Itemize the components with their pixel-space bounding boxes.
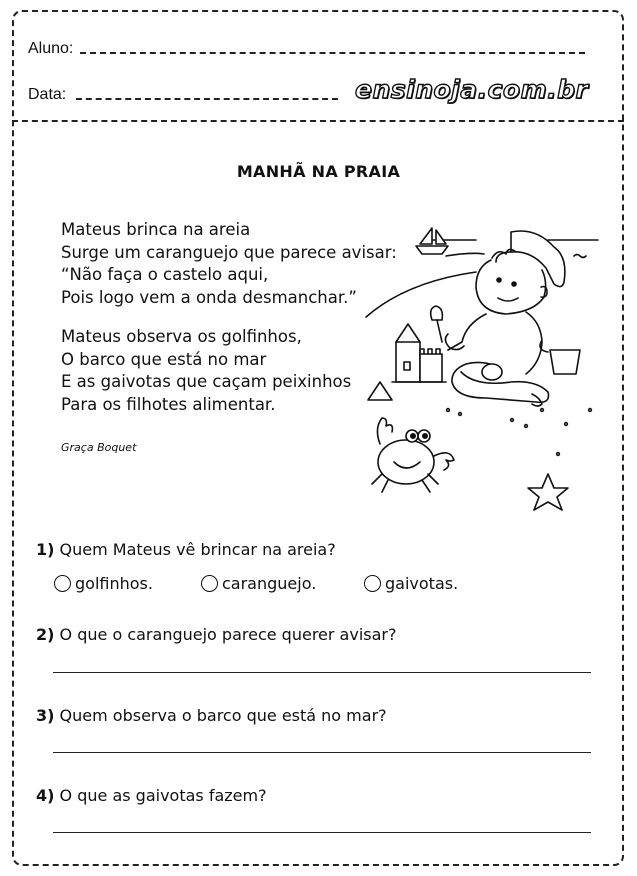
poem-author: Graça Boquet (61, 441, 137, 454)
date-field[interactable] (76, 98, 338, 100)
date-label: Data: (28, 86, 67, 103)
question-number: 4) (36, 786, 55, 805)
bucket-icon (540, 340, 580, 374)
shovel-icon (431, 306, 443, 342)
poem-line: E as gaivotas que caçam peixinhos (61, 372, 352, 391)
option-gaivotas[interactable] (364, 574, 458, 593)
question-3 (36, 706, 387, 725)
question-text: Quem Mateus vê brincar na areia? (59, 540, 336, 559)
boy-icon (445, 231, 564, 406)
radio-circle-icon[interactable] (364, 575, 381, 592)
sailboat-icon (416, 228, 448, 254)
question-text: O que as gaivotas fazem? (59, 786, 267, 805)
question-number: 1) (36, 540, 55, 559)
question-text: Quem observa o barco que está no mar? (59, 706, 387, 725)
option-golfinhos[interactable] (54, 574, 153, 593)
poem-line: “Não faça o castelo aqui, (61, 265, 269, 284)
question-2 (36, 625, 396, 644)
pebbles-icon (447, 409, 592, 456)
poem-line: O barco que está no mar (61, 349, 267, 369)
poem-line: Surge um caranguejo que parece avisar: (61, 242, 397, 262)
poem-line: Pois logo vem a onda desmanchar.” (61, 287, 357, 307)
option-caranguejo[interactable] (201, 574, 316, 593)
question-text: O que o caranguejo parece querer avisar? (59, 625, 397, 644)
crab-icon (372, 418, 454, 492)
question-number: 2) (36, 625, 55, 644)
radio-circle-icon[interactable] (201, 575, 218, 592)
brand-logo: ensinoja.com.br (355, 75, 589, 104)
student-label: Aluno: (28, 40, 74, 57)
student-name-field[interactable] (80, 52, 585, 54)
page-title: MANHÃ NA PRAIA (236, 162, 401, 181)
poem-line: Para os filhotes alimentar. (61, 394, 276, 414)
poem-line: Mateus brinca na areia (61, 220, 251, 239)
sand-pile-icon (368, 382, 392, 400)
question-number: 3) (36, 706, 55, 725)
option-label: golfinhos. (75, 574, 153, 593)
starfish-icon (528, 474, 568, 510)
header-divider (12, 120, 624, 122)
poem-line: Mateus observa os golfinhos, (61, 327, 302, 346)
answer-line-3[interactable] (53, 752, 591, 753)
beach-illustration (336, 212, 606, 512)
sandcastle-icon (392, 324, 446, 382)
option-label: caranguejo. (222, 574, 317, 593)
answer-line-2[interactable] (53, 672, 591, 673)
answer-line-4[interactable] (53, 832, 591, 833)
radio-circle-icon[interactable] (54, 575, 71, 592)
question-4 (36, 786, 267, 805)
option-label: gaivotas. (385, 574, 459, 593)
question-1 (36, 540, 336, 559)
